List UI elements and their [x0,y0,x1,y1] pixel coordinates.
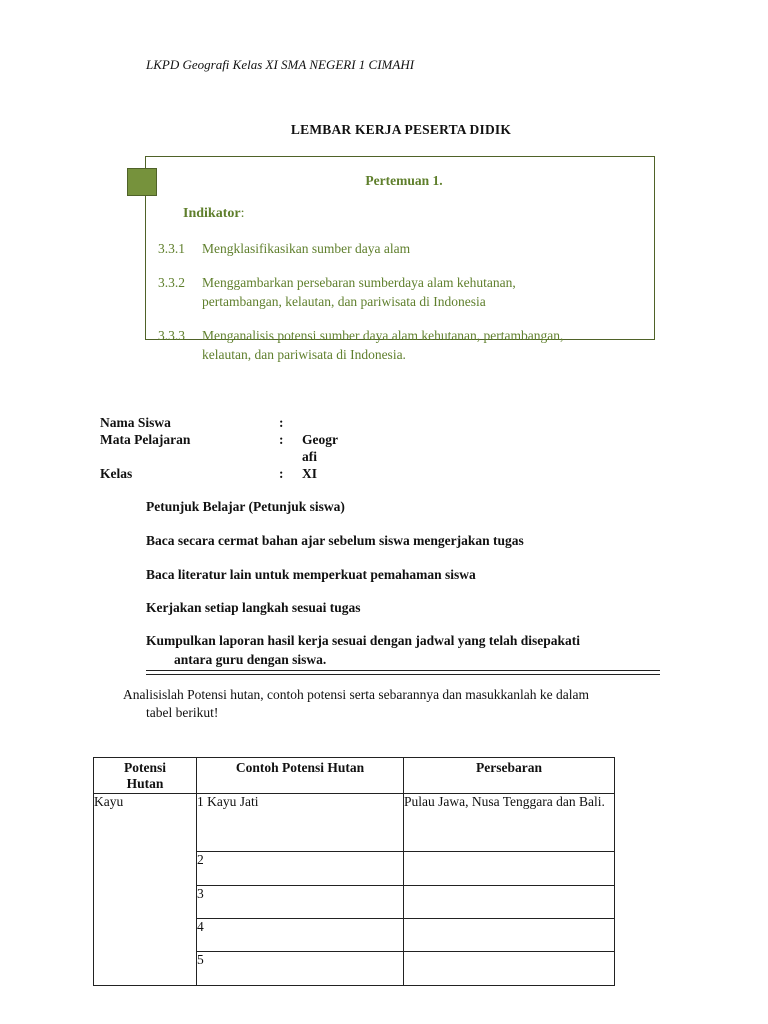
example-cell[interactable]: 3 [197,886,404,919]
student-name-label: Nama Siswa [100,415,171,430]
table-row [94,794,615,852]
indicator-number: 3.3.3 [158,328,185,343]
header-examples: Contoh Potensi Hutan [197,758,404,794]
task-instruction: Analisislah Potensi hutan, contoh potensi serta sebarannya dan masukkanlah ke dalam [123,687,590,702]
category-cell: Kayu [94,794,197,986]
example-cell[interactable]: 1 Kayu Jati [197,794,404,852]
subject-value-continuation: afi [302,449,317,464]
running-header: LKPD Geografi Kelas XI SMA NEGERI 1 CIMAHI [146,57,415,72]
table-header-row [94,758,615,794]
subject-value: Geogr [302,432,338,447]
instruction-item-continuation: antara guru dengan siswa. [174,652,327,667]
header-potential-line: Hutan [126,776,164,791]
distribution-cell[interactable]: Pulau Jawa, Nusa Tenggara dan Bali. [404,794,615,852]
header-distribution: Persebaran [404,758,615,794]
class-colon: : [279,466,284,481]
indicator-label [183,206,244,222]
class-label: Kelas [100,466,133,481]
subject-label: Mata Pelajaran [100,432,191,447]
indicator-text-line: kelautan, dan pariwisata di Indonesia. [202,347,406,362]
instructions-heading: Petunjuk Belajar (Petunjuk siswa) [146,499,345,514]
example-cell[interactable]: 2 [197,852,404,886]
task-instruction-continuation: tabel berikut! [146,705,219,720]
forest-potential-table [93,757,615,986]
indicator-text-line: pertambangan, kelautan, dan pariwisata di Indonesia [202,294,486,309]
indicator-number: 3.3.2 [158,275,185,290]
example-cell[interactable]: 5 [197,952,404,986]
class-value: XI [302,466,318,481]
indicator-text-line: Menganalisis potensi sumber daya alam kehutanan, pertambangan, [202,328,564,343]
meeting-heading: Pertemuan 1. [365,173,443,188]
indicator-number: 3.3.1 [158,241,185,256]
double-rule-divider [146,670,660,675]
indicator-label-colon: : [240,206,245,221]
distribution-cell[interactable] [404,952,615,986]
example-cell[interactable]: 4 [197,919,404,952]
distribution-cell[interactable] [404,919,615,952]
header-potential-line: Potensi [124,760,166,775]
indicator-text-line: Mengklasifikasikan sumber daya alam [202,241,411,256]
indicator-text-line: Menggambarkan persebaran sumberdaya alam kehutanan, [202,275,516,290]
document-title: LEMBAR KERJA PESERTA DIDIK [290,122,512,137]
header-potential [94,758,197,794]
indicator-label-text: Indikator [183,206,241,221]
subject-colon: : [279,432,284,447]
distribution-cell[interactable] [404,886,615,919]
instruction-item: Baca secara cermat bahan ajar sebelum siswa mengerjakan tugas [146,533,524,548]
distribution-cell[interactable] [404,852,615,886]
instruction-item: Baca literatur lain untuk memperkuat pemahaman siswa [146,567,476,582]
instruction-item: Kerjakan setiap langkah sesuai tugas [146,600,361,615]
student-name-colon: : [279,415,284,430]
instruction-item: Kumpulkan laporan hasil kerja sesuai dengan jadwal yang telah disepakati [146,633,580,648]
